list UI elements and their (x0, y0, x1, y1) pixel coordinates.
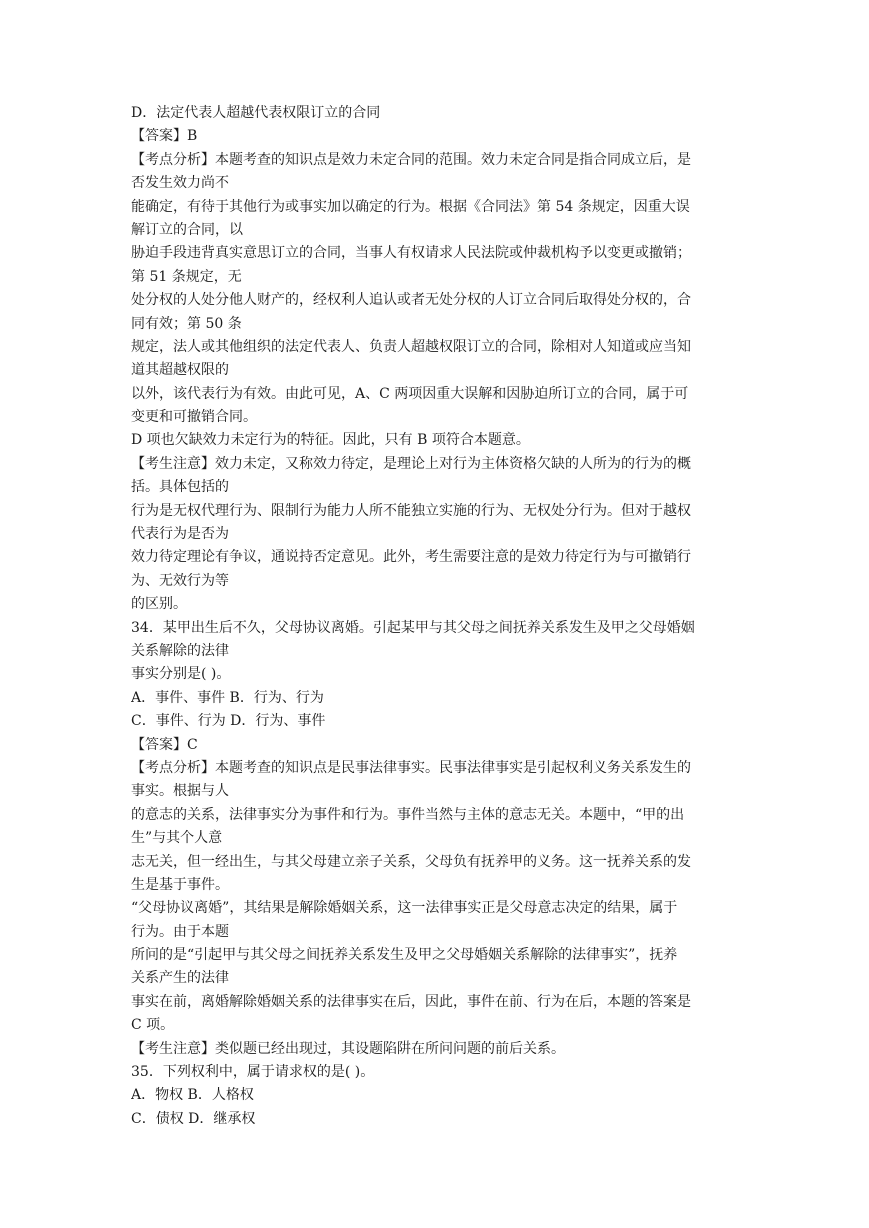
text-line: 道其超越权限的 (131, 362, 229, 379)
answer-line: 【答案】B (131, 128, 198, 145)
text-line: 的意志的关系，法律事实分为事件和行为。事件当然与主体的意志无关。本题中，“甲的出 (131, 806, 685, 823)
option-line: C．事件、行为 D．行为、事件 (131, 713, 326, 730)
text-line: D．法定代表人超越代表权限订立的合同 (131, 105, 381, 121)
text-line: 效力待定理论有争议，通说持否定意见。此外，考生需要注意的是效力待定行为与可撤销行 (131, 549, 691, 566)
text-line: 变更和可撤销合同。 (131, 409, 257, 426)
option-line: A．事件、事件 B．行为、行为 (131, 689, 324, 706)
text-line: 行为。由于本题 (131, 923, 229, 940)
text-line: 生”与其个人意 (131, 830, 223, 847)
text-line: 解订立的合同，以 (131, 221, 243, 238)
question-line: 35．下列权利中，属于请求权的是( )。 (131, 1064, 375, 1081)
text-line: 事实。根据与人 (131, 783, 229, 800)
text-line: 括。具体包括的 (131, 479, 229, 496)
text-line: D 项也欠缺效力未定行为的特征。因此，只有 B 项符合本题意。 (131, 432, 530, 449)
text-line: 第 51 条规定，无 (131, 268, 242, 285)
text-line: 同有效；第 50 条 (131, 315, 242, 332)
text-line: 行为是无权代理行为、限制行为能力人所不能独立实施的行为、无权处分行为。但对于越权 (131, 502, 691, 519)
text-line: “父母协议离婚”，其结果是解除婚姻关系，这一法律事实正是父母意志决定的结果，属于 (131, 900, 678, 917)
text-line: 以外，该代表行为有效。由此可见，A、C 两项因重大误解和因胁迫所订立的合同，属于可 (131, 385, 689, 402)
text-line: 为、无效行为等 (131, 572, 229, 589)
text-line: 生是基于事件。 (131, 876, 229, 893)
text-line: 志无关，但一经出生，与其父母建立亲子关系，父母负有抚养甲的义务。这一抚养关系的发 (131, 853, 691, 870)
text-line: 【考点分析】本题考查的知识点是效力未定合同的范围。效力未定合同是指合同成立后，是 (131, 151, 691, 168)
text-line: 胁迫手段违背真实意思订立的合同，当事人有权请求人民法院或仲裁机构予以变更或撤销； (131, 245, 691, 262)
document-page (131, 102, 741, 1131)
question-line: 事实分别是( )。 (131, 666, 231, 683)
text-line: 代表行为是否为 (131, 526, 229, 543)
text-line: 所问的是“引起甲与其父母之间抚养关系发生及甲之父母婚姻关系解除的法律事实”，抚养 (131, 947, 678, 964)
text-line: 【考生注意】效力未定，又称效力待定，是理论上对行为主体资格欠缺的人所为的行为的概 (131, 455, 691, 472)
text-line: 处分权的人处分他人财产的，经权利人追认或者无处分权的人订立合同后取得处分权的，合 (131, 292, 691, 309)
text-line: 能确定，有待于其他行为或事实加以确定的行为。根据《合同法》第 54 条规定，因重大误 (131, 198, 690, 215)
text-line: 事实在前，离婚解除婚姻关系的法律事实在后，因此，事件在前、行为在后，本题的答案是 (131, 993, 691, 1010)
question-line: 关系解除的法律 (131, 642, 229, 659)
option-line: A．物权 B．人格权 (131, 1087, 254, 1104)
text-line: C 项。 (131, 1017, 175, 1034)
option-line: C．债权 D．继承权 (131, 1110, 256, 1127)
text-line: 否发生效力尚不 (131, 175, 229, 192)
text-line: 【考生注意】类似题已经出现过，其设题陷阱在所问问题的前后关系。 (131, 1040, 565, 1057)
text-line: 的区别。 (131, 596, 187, 613)
text-line: 【考点分析】本题考查的知识点是民事法律事实。民事法律事实是引起权利义务关系发生的 (131, 759, 691, 776)
answer-line: 【答案】C (131, 736, 198, 753)
question-line: 34．某甲出生后不久，父母协议离婚。引起某甲与其父母之间抚养关系发生及甲之父母婚姻 (131, 619, 695, 636)
text-line: 规定，法人或其他组织的法定代表人、负责人超越权限订立的合同，除相对人知道或应当知 (131, 338, 691, 355)
text-line: 关系产生的法律 (131, 970, 229, 987)
